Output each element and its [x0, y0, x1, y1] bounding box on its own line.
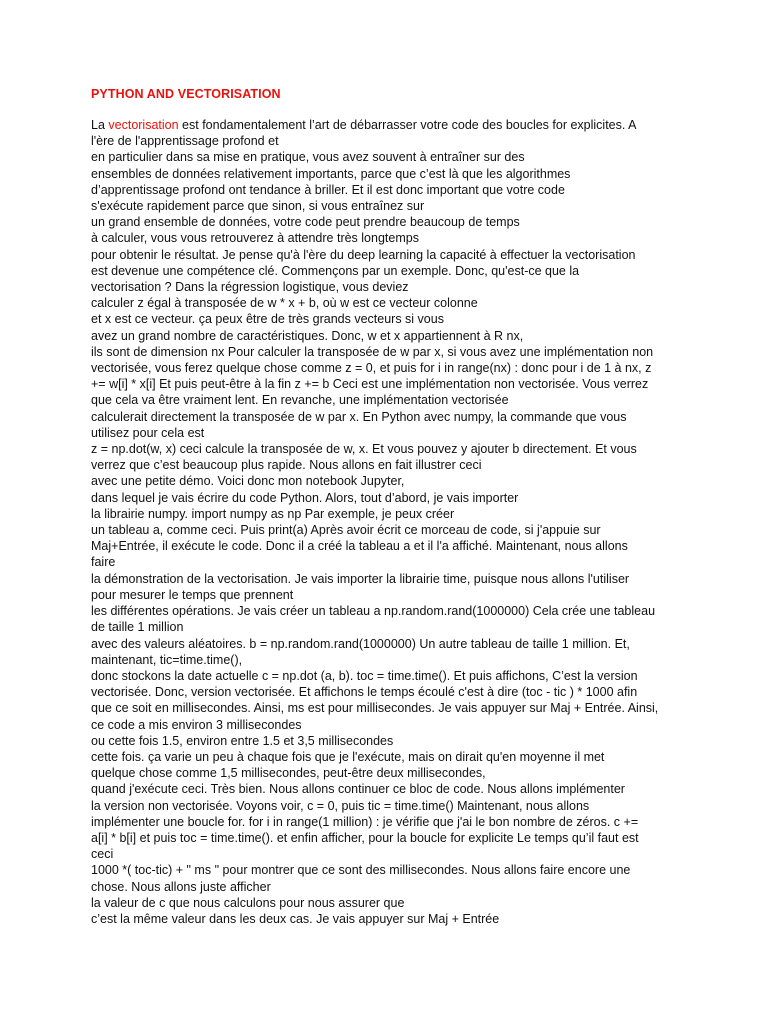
document-line: pour mesurer le temps que prennent	[91, 587, 294, 602]
document-line: vectorisation ? Dans la régression logistique, vous deviez	[91, 280, 409, 295]
document-line: maintenant, tic=time.time(),	[91, 652, 243, 667]
document-line: avec une petite démo. Voici donc mon notebook Jupyter,	[91, 474, 405, 489]
document-line: s'exécute rapidement parce que sinon, si vous entraînez sur	[91, 199, 425, 214]
document-line: ensembles de données relativement importants, parce que c’est là que les algorithmes	[91, 166, 571, 181]
document-line: pour obtenir le résultat. Je pense qu'à l'ère du deep learning la capacité à effectuer la vectorisation	[91, 247, 636, 262]
document-line: un grand ensemble de données, votre code peut prendre beaucoup de temps	[91, 215, 520, 230]
document-line: vectorisée, vous ferez quelque chose comme z = 0, et puis for i in range(nx) : donc pour i de 1 à nx, z	[91, 361, 652, 376]
document-line: quelque chose comme 1,5 millisecondes, peut-être deux millisecondes,	[91, 766, 486, 781]
document-line: que ce soit en millisecondes. Ainsi, ms est pour millisecondes. Je vais appuyer sur Maj + Entrée. Ainsi,	[91, 701, 659, 716]
document-line: ils sont de dimension nx Pour calculer la transposée de w par x, si vous avez une implémentation non	[91, 344, 654, 359]
intro-suffix: est fondamentalement l’art de débarrasser votre code des boucles for explicites. A	[178, 118, 637, 132]
document-line: a[i] * b[i] et puis toc = time.time(). et enfin afficher, pour la boucle for explicite Le temps qu’il faut est	[91, 830, 639, 845]
document-line: l'ère de l'apprentissage profond et	[91, 134, 279, 149]
document-line: quand j'exécute ceci. Très bien. Nous allons continuer ce bloc de code. Nous allons implémenter	[91, 782, 625, 797]
document-line: z = np.dot(w, x) ceci calcule la transposée de w, x. Et vous pouvez y ajouter b directement. Et vous	[91, 442, 637, 457]
document-line: ceci	[91, 847, 114, 862]
document-line: utilisez pour cela est	[91, 425, 205, 440]
document-line: chose. Nous allons juste afficher	[91, 879, 271, 894]
document-line: cette fois. ça varie un peu à chaque fois que je l'exécute, mais on dirait qu'en moyenne il met	[91, 749, 605, 764]
document-line: la démonstration de la vectorisation. Je vais importer la librairie time, puisque nous allons l'utiliser	[91, 571, 630, 586]
document-line: à calculer, vous vous retrouverez à attendre très longtemps	[91, 231, 419, 246]
document-line: les différentes opérations. Je vais créer un tableau a np.random.rand(1000000) Cela crée une tableau	[91, 604, 656, 619]
document-line: Maj+Entrée, il exécute le code. Donc il a créé la tableau a et il l'a affiché. Maintenant, nous allons	[91, 539, 628, 554]
document-line: la version non vectorisée. Voyons voir, c = 0, puis tic = time.time() Maintenant, nous allons	[91, 798, 590, 813]
intro-prefix: La	[91, 118, 109, 132]
document-line: est devenue une compétence clé. Commençons par un exemple. Donc, qu'est-ce que la	[91, 263, 580, 278]
document-line: en particulier dans sa mise en pratique, vous avez souvent à entraîner sur des	[91, 150, 525, 165]
document-line: verrez que c’est beaucoup plus rapide. Nous allons en fait illustrer ceci	[91, 458, 482, 473]
document-line: c’est la même valeur dans les deux cas. Je vais appuyer sur Maj + Entrée	[91, 911, 500, 926]
document-line: vectorisée. Donc, version vectorisée. Et affichons le temps écoulé c'est à dire (toc - tic ) * 1000 afin	[91, 685, 638, 700]
document-line: la valeur de c que nous calculons pour nous assurer que	[91, 895, 405, 910]
document-line: implémenter une boucle for. for i in range(1 million) : je vérifie que j'ai le bon nombre de zéros. c +=	[91, 814, 639, 829]
document-line: += w[i] * x[i] Et puis peut-être à la fin z += b Ceci est une implémentation non vectorisée. Vous verrez	[91, 377, 649, 392]
document-intro-line	[91, 117, 681, 133]
document-line: et x est ce vecteur. ça peux être de très grands vecteurs si vous	[91, 312, 444, 327]
document-line: calculerait directement la transposée de w par x. En Python avec numpy, la commande que vous	[91, 409, 627, 424]
document-title: PYTHON AND VECTORISATION	[91, 87, 281, 101]
document-line: un tableau a, comme ceci. Puis print(a) Après avoir écrit ce morceau de code, si j'appuie sur	[91, 523, 601, 538]
document-line: ou cette fois 1.5, environ entre 1.5 et 3,5 millisecondes	[91, 733, 394, 748]
document-line: avec des valeurs aléatoires. b = np.random.rand(1000000) Un autre tableau de taille 1 million. Et,	[91, 636, 630, 651]
document-line: faire	[91, 555, 116, 570]
document-line: la librairie numpy. import numpy as np Par exemple, je peux créer	[91, 506, 455, 521]
document-line: 1000 *( toc-tic) + " ms " pour montrer que ce sont des millisecondes. Nous allons faire encore une	[91, 863, 631, 878]
document-line: que cela va être vraiment lent. En revanche, une implémentation vectorisée	[91, 393, 509, 408]
document-body	[91, 117, 681, 927]
document-line: avez un grand nombre de caractéristiques. Donc, w et x appartiennent à R nx,	[91, 328, 524, 343]
document-line: de taille 1 million	[91, 620, 184, 635]
document-line: calculer z égal à transposée de w * x + b, où w est ce vecteur colonne	[91, 296, 478, 311]
document-line: dans lequel je vais écrire du code Python. Alors, tout d’abord, je vais importer	[91, 490, 519, 505]
document-line: donc stockons la date actuelle c = np.dot (a, b). toc = time.time(). Et puis affichons, C’est la version	[91, 668, 638, 683]
document-line: ce code a mis environ 3 millisecondes	[91, 717, 302, 732]
vectorisation-keyword: vectorisation	[108, 118, 179, 132]
document-line: d’apprentissage profond ont tendance à briller. Et il est donc important que votre code	[91, 182, 565, 197]
